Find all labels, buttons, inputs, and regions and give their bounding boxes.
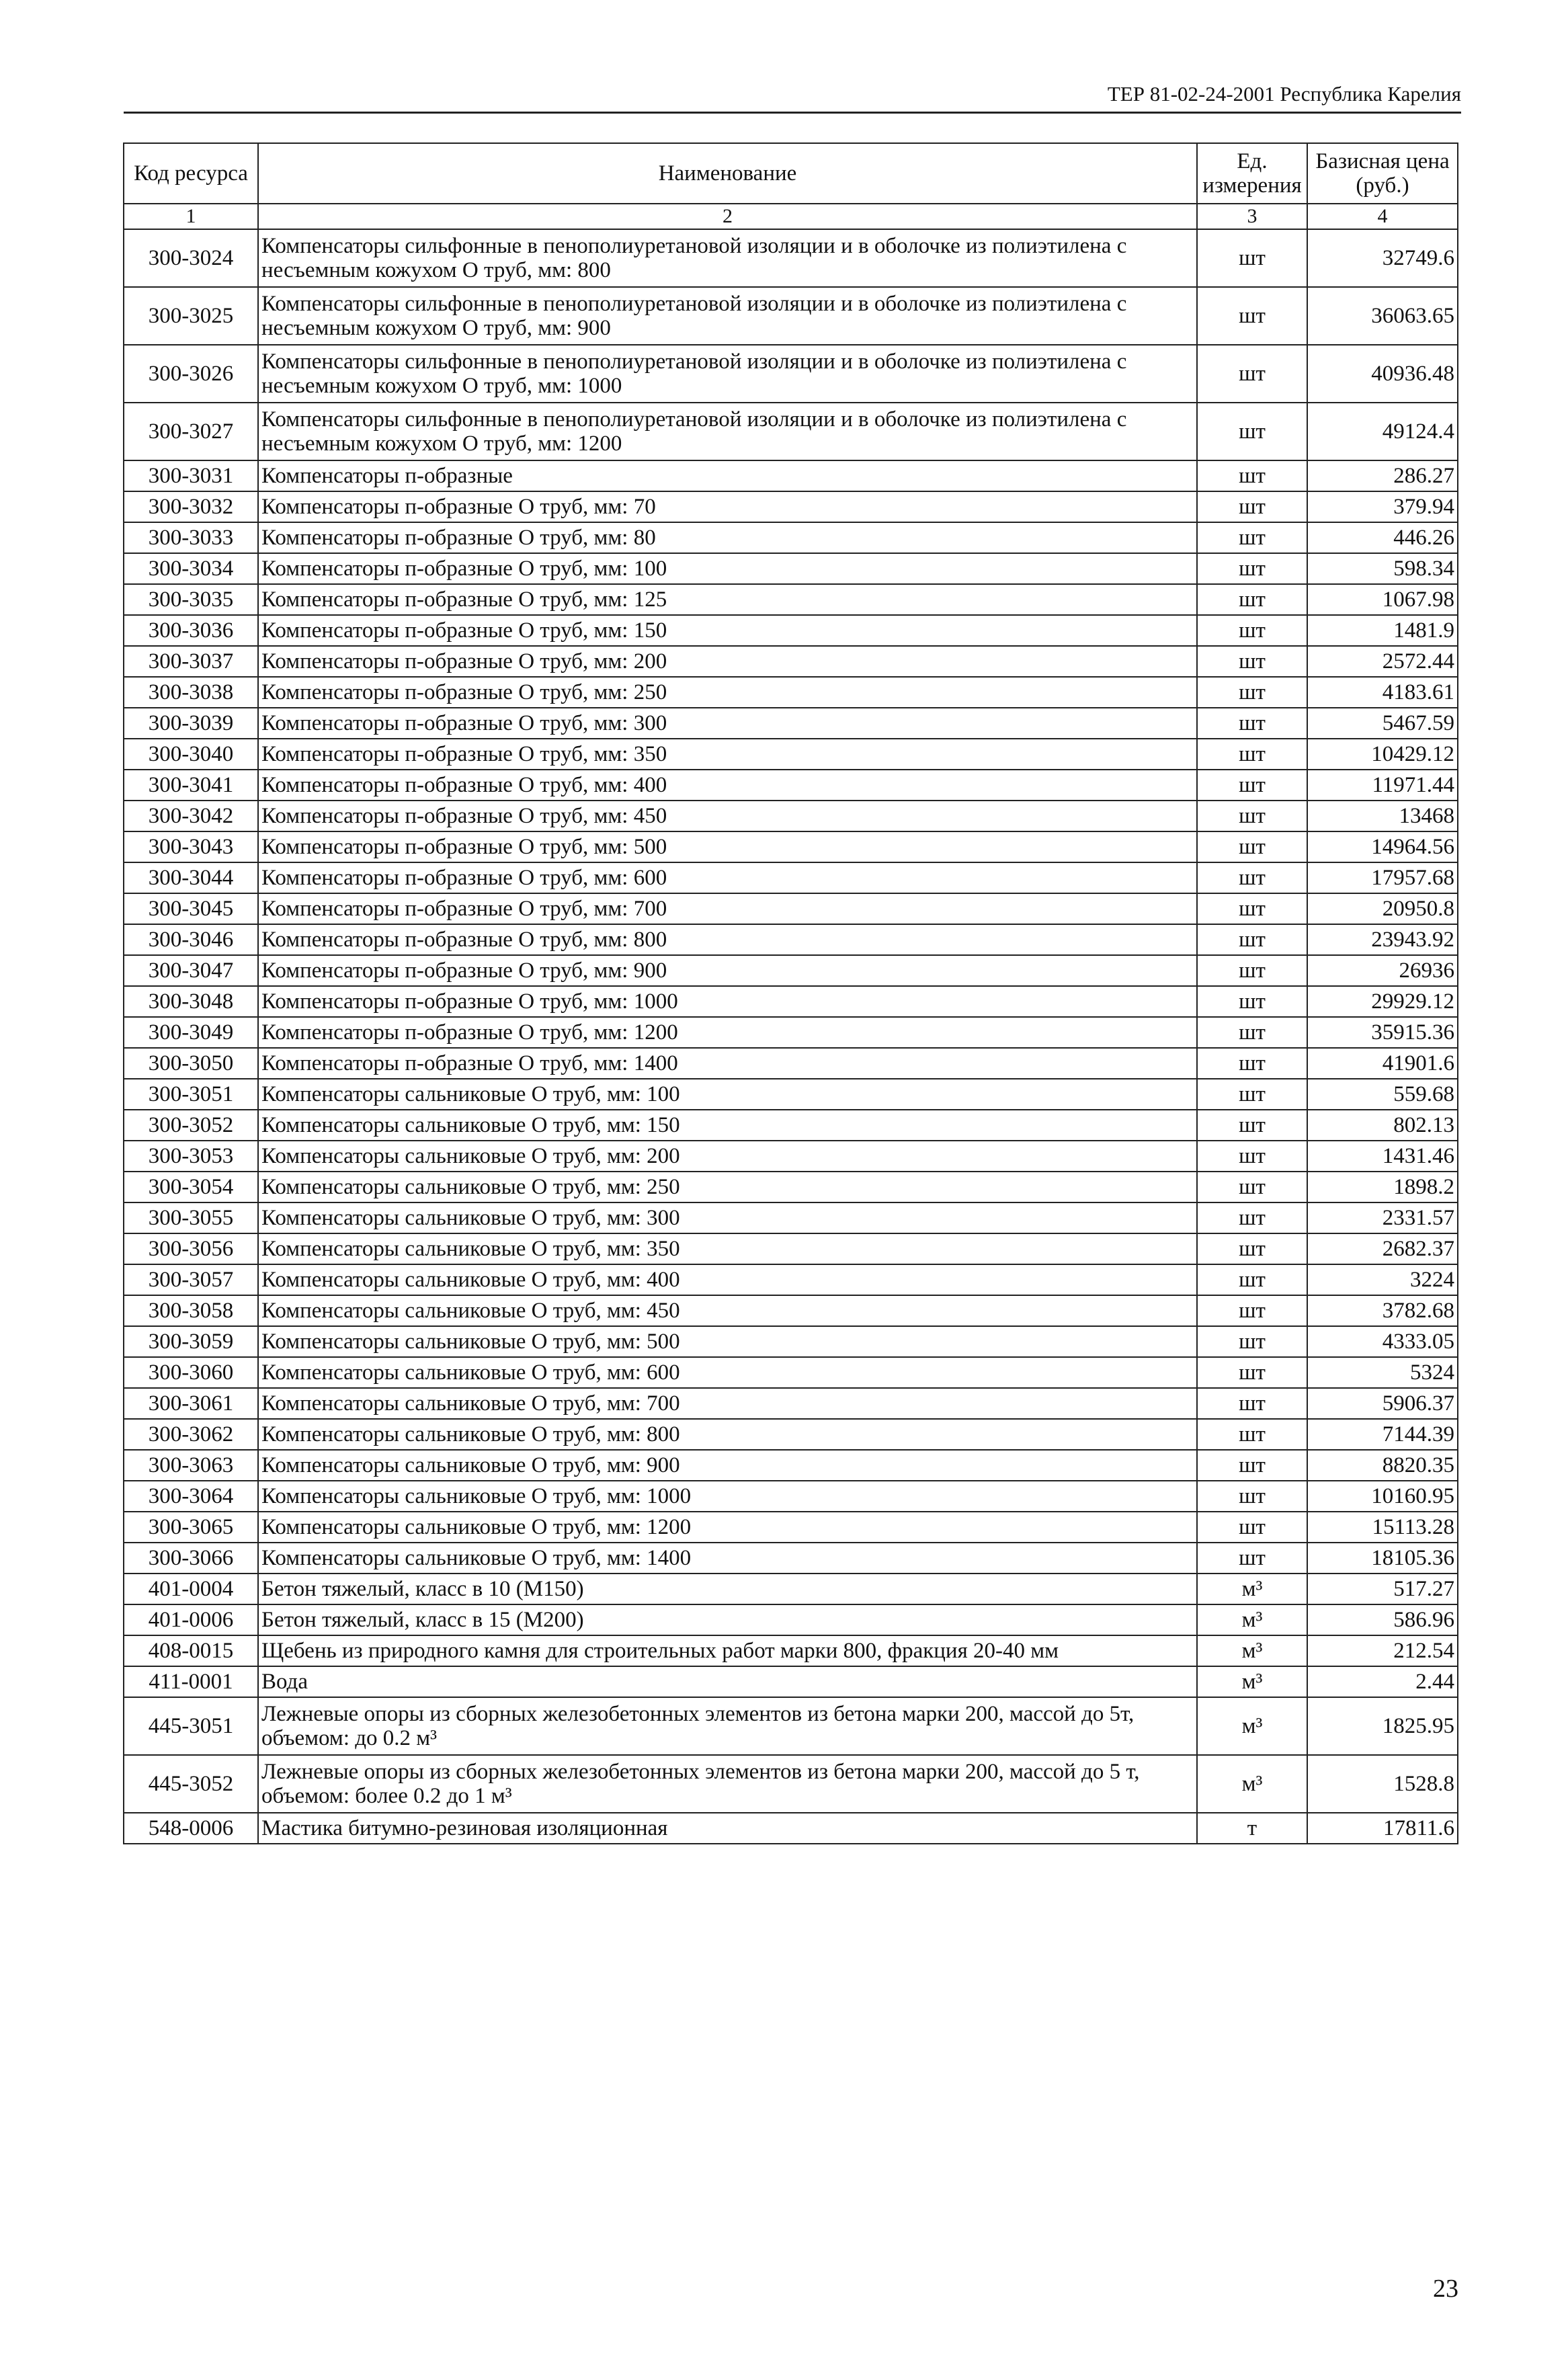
table-row (124, 1512, 1458, 1543)
cell-code: 300-3049 (124, 1017, 258, 1048)
table-row (124, 229, 1458, 287)
table-row (124, 287, 1458, 345)
cell-price: 3224 (1307, 1264, 1458, 1295)
table-row (124, 1574, 1458, 1604)
column-header-unit: Ед. измерения (1197, 143, 1307, 204)
cell-unit: шт (1197, 770, 1307, 801)
cell-unit: шт (1197, 646, 1307, 677)
cell-code: 401-0004 (124, 1574, 258, 1604)
cell-code: 300-3036 (124, 615, 258, 646)
table-row (124, 1543, 1458, 1574)
cell-unit: шт (1197, 1017, 1307, 1048)
cell-price: 7144.39 (1307, 1419, 1458, 1450)
cell-price: 1898.2 (1307, 1172, 1458, 1202)
document-title: ТЕР 81-02-24-2001 Республика Карелия (1107, 82, 1461, 106)
table-row (124, 1813, 1458, 1844)
cell-price: 1431.46 (1307, 1141, 1458, 1172)
cell-price: 2572.44 (1307, 646, 1458, 677)
cell-price: 35915.36 (1307, 1017, 1458, 1048)
cell-name: Компенсаторы п-образные O труб, мм: 450 (258, 801, 1197, 831)
cell-name: Компенсаторы п-образные O труб, мм: 900 (258, 955, 1197, 986)
cell-unit: шт (1197, 491, 1307, 522)
cell-name: Бетон тяжелый, класс в 10 (М150) (258, 1574, 1197, 1604)
cell-code: 300-3055 (124, 1202, 258, 1233)
cell-name: Лежневые опоры из сборных железобетонных элементов из бетона марки 200, массой до 5т, объемом: до 0.2 м³ (258, 1697, 1197, 1755)
cell-price: 379.94 (1307, 491, 1458, 522)
table-row (124, 1450, 1458, 1481)
table-row (124, 345, 1458, 403)
table-body (124, 229, 1458, 1844)
cell-name: Компенсаторы п-образные O труб, мм: 150 (258, 615, 1197, 646)
cell-name: Компенсаторы п-образные O труб, мм: 1000 (258, 986, 1197, 1017)
cell-name: Компенсаторы сальниковые O труб, мм: 900 (258, 1450, 1197, 1481)
cell-code: 300-3034 (124, 553, 258, 584)
cell-price: 2331.57 (1307, 1202, 1458, 1233)
table-row (124, 1388, 1458, 1419)
cell-name: Компенсаторы п-образные O труб, мм: 200 (258, 646, 1197, 677)
cell-name: Компенсаторы сильфонные в пенополиуретановой изоляции и в оболочке из полиэтилена с несъемным кожухом O труб, мм: 900 (258, 287, 1197, 345)
cell-code: 300-3041 (124, 770, 258, 801)
cell-price: 559.68 (1307, 1079, 1458, 1110)
cell-price: 598.34 (1307, 553, 1458, 584)
table-row (124, 1264, 1458, 1295)
cell-name: Компенсаторы п-образные O труб, мм: 700 (258, 893, 1197, 924)
cell-code: 300-3056 (124, 1233, 258, 1264)
cell-code: 300-3032 (124, 491, 258, 522)
table-row (124, 1017, 1458, 1048)
table-row (124, 646, 1458, 677)
table-row (124, 1755, 1458, 1813)
cell-code: 300-3024 (124, 229, 258, 287)
cell-name: Компенсаторы п-образные O труб, мм: 1200 (258, 1017, 1197, 1048)
cell-code: 300-3027 (124, 403, 258, 460)
table-row (124, 1481, 1458, 1512)
cell-unit: шт (1197, 1450, 1307, 1481)
column-header-code: Код ресурса (124, 143, 258, 204)
table-row (124, 491, 1458, 522)
cell-name: Компенсаторы сальниковые O труб, мм: 500 (258, 1326, 1197, 1357)
cell-unit: шт (1197, 1141, 1307, 1172)
cell-name: Компенсаторы п-образные O труб, мм: 350 (258, 739, 1197, 770)
cell-name: Компенсаторы сальниковые O труб, мм: 100 (258, 1079, 1197, 1110)
cell-code: 445-3051 (124, 1697, 258, 1755)
cell-name: Бетон тяжелый, класс в 15 (М200) (258, 1604, 1197, 1635)
cell-name: Компенсаторы п-образные O труб, мм: 300 (258, 708, 1197, 739)
cell-code: 300-3033 (124, 522, 258, 553)
cell-code: 300-3050 (124, 1048, 258, 1079)
table-row (124, 403, 1458, 460)
cell-unit: м³ (1197, 1697, 1307, 1755)
cell-unit: шт (1197, 924, 1307, 955)
cell-code: 300-3065 (124, 1512, 258, 1543)
cell-name: Компенсаторы п-образные O труб, мм: 70 (258, 491, 1197, 522)
table-row (124, 1233, 1458, 1264)
cell-code: 300-3064 (124, 1481, 258, 1512)
cell-name: Компенсаторы сальниковые O труб, мм: 400 (258, 1264, 1197, 1295)
cell-code: 300-3038 (124, 677, 258, 708)
cell-unit: шт (1197, 739, 1307, 770)
table-row (124, 1172, 1458, 1202)
cell-code: 300-3053 (124, 1141, 258, 1172)
table-row (124, 584, 1458, 615)
cell-code: 300-3066 (124, 1543, 258, 1574)
cell-price: 2.44 (1307, 1666, 1458, 1697)
cell-unit: шт (1197, 229, 1307, 287)
cell-unit: м³ (1197, 1574, 1307, 1604)
table-row (124, 1048, 1458, 1079)
cell-unit: шт (1197, 955, 1307, 986)
table-row (124, 831, 1458, 862)
cell-price: 2682.37 (1307, 1233, 1458, 1264)
table-row (124, 1604, 1458, 1635)
cell-unit: шт (1197, 1543, 1307, 1574)
cell-code: 411-0001 (124, 1666, 258, 1697)
cell-price: 517.27 (1307, 1574, 1458, 1604)
cell-name: Компенсаторы п-образные O труб, мм: 100 (258, 553, 1197, 584)
cell-name: Компенсаторы сальниковые O труб, мм: 1000 (258, 1481, 1197, 1512)
cell-unit: шт (1197, 1481, 1307, 1512)
column-header-price: Базисная цена (руб.) (1307, 143, 1458, 204)
column-number-row (124, 204, 1458, 229)
cell-code: 300-3059 (124, 1326, 258, 1357)
cell-price: 4333.05 (1307, 1326, 1458, 1357)
cell-name: Компенсаторы п-образные O труб, мм: 500 (258, 831, 1197, 862)
cell-unit: шт (1197, 1172, 1307, 1202)
cell-code: 300-3040 (124, 739, 258, 770)
table-row (124, 1079, 1458, 1110)
cell-name: Компенсаторы сальниковые O труб, мм: 1200 (258, 1512, 1197, 1543)
cell-code: 300-3025 (124, 287, 258, 345)
cell-code: 300-3039 (124, 708, 258, 739)
cell-unit: м³ (1197, 1635, 1307, 1666)
cell-code: 300-3057 (124, 1264, 258, 1295)
cell-unit: шт (1197, 862, 1307, 893)
cell-code: 300-3046 (124, 924, 258, 955)
cell-code: 300-3054 (124, 1172, 258, 1202)
table-row (124, 1419, 1458, 1450)
cell-name: Компенсаторы сальниковые O труб, мм: 800 (258, 1419, 1197, 1450)
cell-price: 32749.6 (1307, 229, 1458, 287)
column-number: 3 (1197, 204, 1307, 229)
cell-price: 5467.59 (1307, 708, 1458, 739)
cell-code: 300-3062 (124, 1419, 258, 1450)
column-header-name: Наименование (258, 143, 1197, 204)
cell-code: 408-0015 (124, 1635, 258, 1666)
page-number: 23 (1433, 2275, 1458, 2303)
cell-code: 300-3047 (124, 955, 258, 986)
cell-code: 300-3026 (124, 345, 258, 403)
cell-unit: шт (1197, 1326, 1307, 1357)
table-row (124, 955, 1458, 986)
cell-price: 23943.92 (1307, 924, 1458, 955)
cell-code: 300-3043 (124, 831, 258, 862)
cell-unit: шт (1197, 1419, 1307, 1450)
cell-unit: шт (1197, 1110, 1307, 1141)
table-row (124, 1202, 1458, 1233)
cell-unit: шт (1197, 1295, 1307, 1326)
cell-code: 300-3052 (124, 1110, 258, 1141)
table-row (124, 1635, 1458, 1666)
cell-price: 17811.6 (1307, 1813, 1458, 1844)
cell-code: 300-3044 (124, 862, 258, 893)
cell-price: 14964.56 (1307, 831, 1458, 862)
cell-unit: м³ (1197, 1666, 1307, 1697)
cell-price: 36063.65 (1307, 287, 1458, 345)
cell-price: 1067.98 (1307, 584, 1458, 615)
cell-price: 49124.4 (1307, 403, 1458, 460)
table-row (124, 708, 1458, 739)
cell-unit: шт (1197, 893, 1307, 924)
cell-price: 20950.8 (1307, 893, 1458, 924)
cell-name: Компенсаторы п-образные (258, 460, 1197, 491)
cell-code: 300-3048 (124, 986, 258, 1017)
document-header (124, 81, 1461, 114)
cell-price: 18105.36 (1307, 1543, 1458, 1574)
cell-code: 300-3042 (124, 801, 258, 831)
column-number: 2 (258, 204, 1197, 229)
table-row (124, 893, 1458, 924)
cell-code: 445-3052 (124, 1755, 258, 1813)
cell-unit: шт (1197, 345, 1307, 403)
cell-name: Компенсаторы сальниковые O труб, мм: 250 (258, 1172, 1197, 1202)
cell-name: Компенсаторы сальниковые O труб, мм: 200 (258, 1141, 1197, 1172)
table-row (124, 522, 1458, 553)
cell-name: Компенсаторы сальниковые O труб, мм: 350 (258, 1233, 1197, 1264)
table-row (124, 553, 1458, 584)
cell-price: 1825.95 (1307, 1697, 1458, 1755)
cell-unit: шт (1197, 677, 1307, 708)
cell-price: 13468 (1307, 801, 1458, 831)
table-row (124, 615, 1458, 646)
table-row (124, 1141, 1458, 1172)
table-row (124, 460, 1458, 491)
cell-price: 802.13 (1307, 1110, 1458, 1141)
cell-code: 300-3037 (124, 646, 258, 677)
cell-price: 8820.35 (1307, 1450, 1458, 1481)
cell-code: 300-3063 (124, 1450, 258, 1481)
cell-price: 40936.48 (1307, 345, 1458, 403)
cell-price: 17957.68 (1307, 862, 1458, 893)
table-row (124, 1697, 1458, 1755)
cell-unit: шт (1197, 831, 1307, 862)
cell-name: Компенсаторы п-образные O труб, мм: 800 (258, 924, 1197, 955)
cell-price: 5324 (1307, 1357, 1458, 1388)
table-row (124, 1326, 1458, 1357)
cell-name: Компенсаторы сальниковые O труб, мм: 700 (258, 1388, 1197, 1419)
cell-name: Компенсаторы сильфонные в пенополиуретановой изоляции и в оболочке из полиэтилена с несъемным кожухом O труб, мм: 1000 (258, 345, 1197, 403)
cell-name: Лежневые опоры из сборных железобетонных элементов из бетона марки 200, массой до 5 т, объемом: более 0.2 до 1 м³ (258, 1755, 1197, 1813)
cell-unit: шт (1197, 1357, 1307, 1388)
cell-name: Компенсаторы сальниковые O труб, мм: 1400 (258, 1543, 1197, 1574)
cell-price: 29929.12 (1307, 986, 1458, 1017)
cell-unit: шт (1197, 1048, 1307, 1079)
cell-unit: шт (1197, 460, 1307, 491)
cell-unit: шт (1197, 1388, 1307, 1419)
cell-code: 300-3061 (124, 1388, 258, 1419)
cell-price: 286.27 (1307, 460, 1458, 491)
cell-price: 1481.9 (1307, 615, 1458, 646)
cell-unit: шт (1197, 1202, 1307, 1233)
cell-unit: шт (1197, 1079, 1307, 1110)
cell-name: Компенсаторы сильфонные в пенополиуретановой изоляции и в оболочке из полиэтилена с несъемным кожухом O труб, мм: 800 (258, 229, 1197, 287)
table-row (124, 924, 1458, 955)
cell-unit: шт (1197, 801, 1307, 831)
cell-unit: м³ (1197, 1604, 1307, 1635)
cell-price: 1528.8 (1307, 1755, 1458, 1813)
table-row (124, 1666, 1458, 1697)
cell-price: 11971.44 (1307, 770, 1458, 801)
cell-name: Компенсаторы п-образные O труб, мм: 80 (258, 522, 1197, 553)
cell-name: Компенсаторы сильфонные в пенополиуретановой изоляции и в оболочке из полиэтилена с несъемным кожухом O труб, мм: 1200 (258, 403, 1197, 460)
cell-code: 300-3060 (124, 1357, 258, 1388)
cell-unit: м³ (1197, 1755, 1307, 1813)
resource-price-table (123, 142, 1458, 1844)
cell-price: 5906.37 (1307, 1388, 1458, 1419)
cell-name: Компенсаторы сальниковые O труб, мм: 600 (258, 1357, 1197, 1388)
cell-price: 26936 (1307, 955, 1458, 986)
cell-code: 300-3058 (124, 1295, 258, 1326)
cell-code: 300-3045 (124, 893, 258, 924)
cell-code: 300-3035 (124, 584, 258, 615)
cell-unit: шт (1197, 708, 1307, 739)
cell-price: 446.26 (1307, 522, 1458, 553)
cell-code: 300-3051 (124, 1079, 258, 1110)
table-header-row (124, 143, 1458, 204)
cell-name: Мастика битумно-резиновая изоляционная (258, 1813, 1197, 1844)
cell-unit: шт (1197, 522, 1307, 553)
cell-code: 548-0006 (124, 1813, 258, 1844)
cell-unit: т (1197, 1813, 1307, 1844)
column-number: 4 (1307, 204, 1458, 229)
cell-price: 10160.95 (1307, 1481, 1458, 1512)
cell-unit: шт (1197, 584, 1307, 615)
cell-name: Вода (258, 1666, 1197, 1697)
table-row (124, 862, 1458, 893)
cell-price: 15113.28 (1307, 1512, 1458, 1543)
cell-price: 41901.6 (1307, 1048, 1458, 1079)
cell-name: Компенсаторы сальниковые O труб, мм: 300 (258, 1202, 1197, 1233)
cell-unit: шт (1197, 986, 1307, 1017)
cell-unit: шт (1197, 403, 1307, 460)
cell-name: Компенсаторы п-образные O труб, мм: 250 (258, 677, 1197, 708)
cell-name: Компенсаторы сальниковые O труб, мм: 150 (258, 1110, 1197, 1141)
cell-name: Щебень из природного камня для строительных работ марки 800, фракция 20-40 мм (258, 1635, 1197, 1666)
cell-code: 401-0006 (124, 1604, 258, 1635)
cell-unit: шт (1197, 1264, 1307, 1295)
table-row (124, 801, 1458, 831)
cell-name: Компенсаторы п-образные O труб, мм: 400 (258, 770, 1197, 801)
table-row (124, 1295, 1458, 1326)
cell-unit: шт (1197, 553, 1307, 584)
cell-price: 10429.12 (1307, 739, 1458, 770)
cell-name: Компенсаторы п-образные O труб, мм: 600 (258, 862, 1197, 893)
cell-price: 212.54 (1307, 1635, 1458, 1666)
table-row (124, 770, 1458, 801)
cell-code: 300-3031 (124, 460, 258, 491)
cell-name: Компенсаторы п-образные O труб, мм: 1400 (258, 1048, 1197, 1079)
table-row (124, 739, 1458, 770)
cell-price: 586.96 (1307, 1604, 1458, 1635)
table-row (124, 1357, 1458, 1388)
table-row (124, 677, 1458, 708)
cell-unit: шт (1197, 615, 1307, 646)
cell-unit: шт (1197, 1512, 1307, 1543)
table-row (124, 986, 1458, 1017)
cell-price: 3782.68 (1307, 1295, 1458, 1326)
cell-name: Компенсаторы п-образные O труб, мм: 125 (258, 584, 1197, 615)
cell-unit: шт (1197, 1233, 1307, 1264)
column-number: 1 (124, 204, 258, 229)
cell-unit: шт (1197, 287, 1307, 345)
table-row (124, 1110, 1458, 1141)
cell-price: 4183.61 (1307, 677, 1458, 708)
cell-name: Компенсаторы сальниковые O труб, мм: 450 (258, 1295, 1197, 1326)
